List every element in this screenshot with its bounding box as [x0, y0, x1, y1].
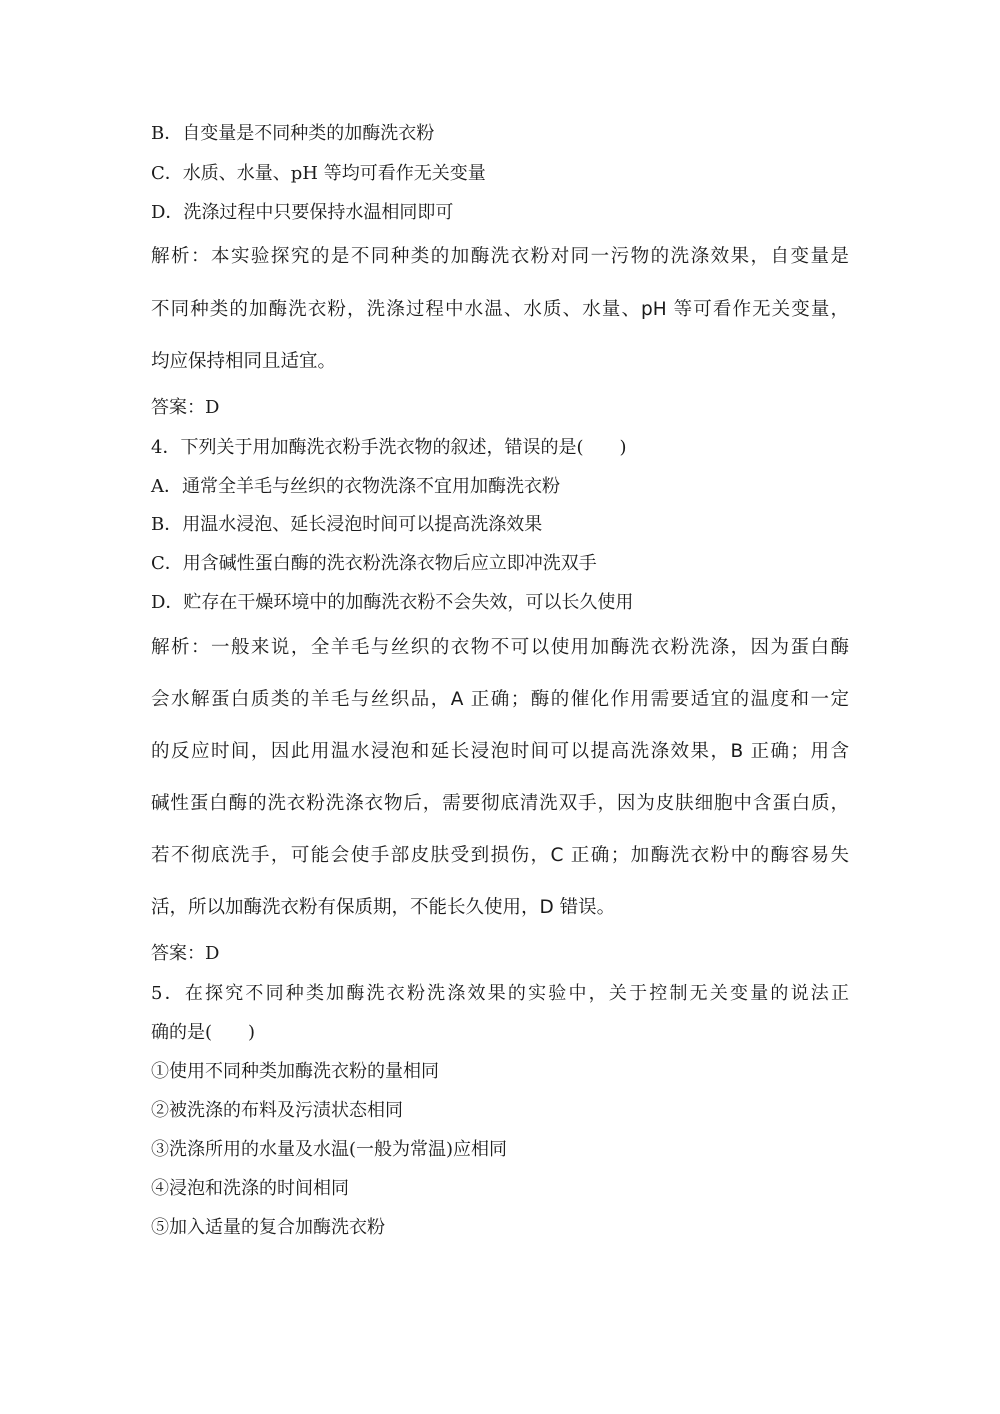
q4-explanation-line-4: 碱性蛋白酶的洗衣粉洗涤衣物后，需要彻底清洗双手，因为皮肤细胞中含蛋白质，: [151, 793, 849, 814]
q5-item-2: ②被洗涤的布料及污渍状态相同: [151, 1100, 403, 1121]
q4-stem: 4．下列关于用加酶洗衣粉手洗衣物的叙述，错误的是( ): [151, 437, 627, 458]
q4-explanation-line-3: 的反应时间，因此用温水浸泡和延长浸泡时间可以提高洗涤效果，B 正确；用含: [151, 741, 849, 762]
q3-answer: 答案：D: [151, 397, 220, 418]
q5-item-5: ⑤加入适量的复合加酶洗衣粉: [151, 1217, 385, 1238]
q4-option-b: B．用温水浸泡、延长浸泡时间可以提高洗涤效果: [151, 514, 543, 535]
q4-explanation-line-1: 解析：一般来说，全羊毛与丝织的衣物不可以使用加酶洗衣粉洗涤，因为蛋白酶: [151, 637, 849, 658]
q5-stem-line-2: 确的是( ): [151, 1022, 256, 1043]
q3-explanation-line-2: 不同种类的加酶洗衣粉，洗涤过程中水温、水质、水量、pH 等可看作无关变量，: [151, 299, 849, 320]
q4-option-c: C．用含碱性蛋白酶的洗衣粉洗涤衣物后应立即冲洗双手: [151, 553, 597, 574]
q3-explanation-line-3: 均应保持相同且适宜。: [151, 351, 337, 372]
q3-option-c: C．水质、水量、pH 等均可看作无关变量: [151, 163, 486, 184]
q5-item-3: ③洗涤所用的水量及水温(一般为常温)应相同: [151, 1139, 508, 1160]
q4-explanation-line-5: 若不彻底洗手，可能会使手部皮肤受到损伤，C 正确；加酶洗衣粉中的酶容易失: [151, 845, 849, 866]
q4-option-d: D．贮存在干燥环境中的加酶洗衣粉不会失效，可以长久使用: [151, 592, 634, 613]
q4-answer: 答案：D: [151, 943, 220, 964]
q5-stem-line-1: 5．在探究不同种类加酶洗衣粉洗涤效果的实验中，关于控制无关变量的说法正: [151, 983, 849, 1004]
q3-option-d: D．洗涤过程中只要保持水温相同即可: [151, 202, 454, 223]
q3-option-b: B．自变量是不同种类的加酶洗衣粉: [151, 123, 435, 144]
q5-item-1: ①使用不同种类加酶洗衣粉的量相同: [151, 1061, 439, 1082]
q4-option-a: A．通常全羊毛与丝织的衣物洗涤不宜用加酶洗衣粉: [151, 476, 560, 497]
q4-explanation-line-6: 活，所以加酶洗衣粉有保质期，不能长久使用，D 错误。: [151, 897, 616, 918]
q3-explanation-line-1: 解析：本实验探究的是不同种类的加酶洗衣粉对同一污物的洗涤效果，自变量是: [151, 246, 849, 267]
q5-item-4: ④浸泡和洗涤的时间相同: [151, 1178, 349, 1199]
q4-explanation-line-2: 会水解蛋白质类的羊毛与丝织品，A 正确；酶的催化作用需要适宜的温度和一定: [151, 689, 849, 710]
